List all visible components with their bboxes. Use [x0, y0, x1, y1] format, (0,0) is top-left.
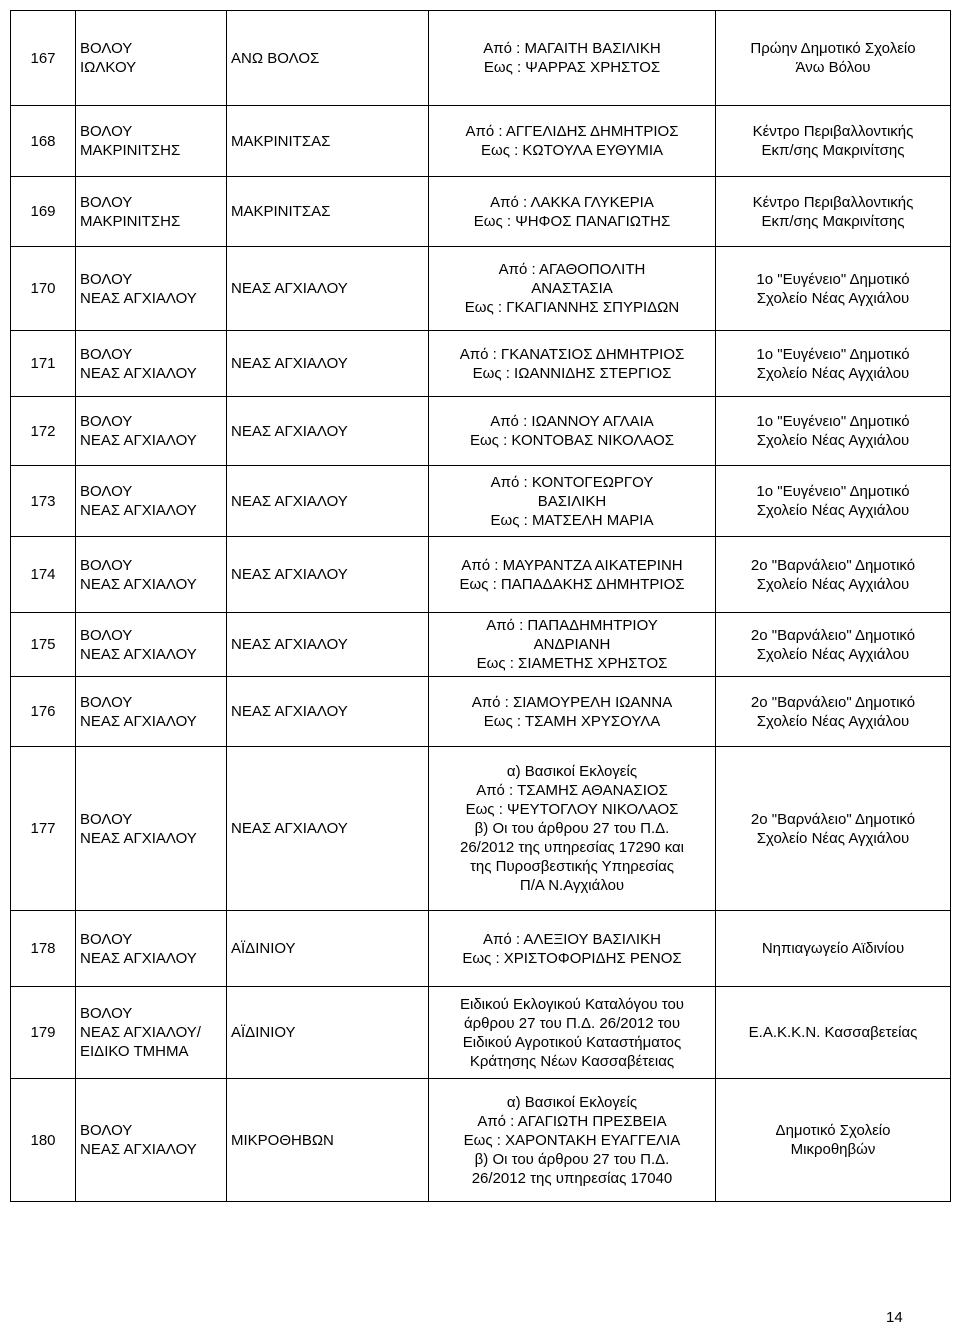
cell-line: 1ο "Ευγένειο" Δημοτικό — [756, 270, 910, 288]
table-row — [11, 397, 951, 466]
voter-range-cell — [429, 1079, 716, 1202]
municipality-cell — [76, 11, 227, 106]
voter-range-cell — [429, 11, 716, 106]
locality-cell: ΜΑΚΡΙΝΙΤΣΑΣ — [227, 106, 429, 177]
cell-line: Εως : ΚΟΝΤΟΒΑΣ ΝΙΚΟΛΑΟΣ — [469, 432, 675, 449]
cell-line: Από : ΑΓΓΕΛΙΔΗΣ ΔΗΜΗΤΡΙΟΣ — [465, 123, 679, 140]
locality-cell: ΝΕΑΣ ΑΓΧΙΑΛΟΥ — [227, 247, 429, 331]
cell-line: Κράτησης Νέων Κασσαβέτειας — [469, 1052, 675, 1070]
cell-line: ΝΕΑΣ ΑΓΧΙΑΛΟΥ — [80, 712, 197, 730]
polling-station-cell — [716, 677, 951, 747]
cell-line: 1ο "Ευγένειο" Δημοτικό — [756, 483, 910, 500]
cell-line: ΒΟΛΟΥ — [80, 193, 133, 211]
polling-station-cell — [716, 987, 951, 1079]
cell-line: ΑΝΑΣΤΑΣΙΑ — [531, 280, 613, 297]
voter-range-cell — [429, 747, 716, 911]
table-row — [11, 177, 951, 247]
cell-line: Πρώην Δημοτικό Σχολείο — [750, 40, 916, 57]
voter-range-cell — [429, 247, 716, 331]
cell-line: ΝΕΑΣ ΑΓΧΙΑΛΟΥ — [80, 502, 197, 519]
cell-line: Από : ΜΑΥΡΑΝΤΖΑ ΑΙΚΑΤΕΡΙΝΗ — [461, 556, 683, 574]
cell-line: ΝΕΑΣ ΑΓΧΙΑΛΟΥ — [80, 575, 197, 593]
row-number-cell: 178 — [11, 911, 76, 987]
cell-line: Εως : ΙΩΑΝΝΙΔΗΣ ΣΤΕΡΓΙΟΣ — [472, 364, 672, 382]
cell-line: ΝΕΑΣ ΑΓΧΙΑΛΟΥ — [80, 829, 197, 847]
polling-station-cell — [716, 247, 951, 331]
polling-station-cell — [716, 466, 951, 537]
cell-line: ΕΙΔΙΚΟ ΤΜΗΜΑ — [80, 1043, 189, 1060]
voter-range-cell — [429, 677, 716, 747]
table-row — [11, 911, 951, 987]
locality-cell: ΝΕΑΣ ΑΓΧΙΑΛΟΥ — [227, 537, 429, 613]
table-row — [11, 987, 951, 1079]
locality-cell: ΝΕΑΣ ΑΓΧΙΑΛΟΥ — [227, 677, 429, 747]
cell-line: Από : ΙΩΑΝΝΟΥ ΑΓΛΑΙΑ — [490, 413, 654, 430]
cell-line: Από : ΜΑΓΑΙΤΗ ΒΑΣΙΛΙΚΗ — [483, 40, 661, 57]
municipality-cell — [76, 613, 227, 677]
cell-line: ΒΟΛΟΥ — [80, 1005, 133, 1022]
cell-line: 2ο "Βαρνάλειο" Δημοτικό — [750, 810, 916, 828]
cell-line: Εκπ/σης Μακρινίτσης — [761, 142, 905, 159]
cell-line: ΑΝΔΡΙΑΝΗ — [533, 636, 611, 653]
table-row — [11, 747, 951, 911]
cell-line: ΒΟΛΟΥ — [80, 1122, 133, 1139]
polling-station-cell — [716, 1079, 951, 1202]
cell-line: ΜΑΚΡΙΝΙΤΣΗΣ — [80, 212, 181, 230]
locality-cell: ΝΕΑΣ ΑΓΧΙΑΛΟΥ — [227, 613, 429, 677]
cell-line: Από : ΑΛΕΞΙΟΥ ΒΑΣΙΛΙΚΗ — [483, 930, 661, 948]
cell-line: ΒΑΣΙΛΙΚΗ — [537, 492, 607, 510]
page-number: 14 — [886, 1309, 903, 1326]
cell-line: ΝΕΑΣ ΑΓΧΙΑΛΟΥ — [80, 432, 197, 449]
cell-line: Κέντρο Περιβαλλοντικής — [752, 123, 914, 140]
cell-line: Από : ΣΙΑΜΟΥΡΕΛΗ ΙΩΑΝΝΑ — [471, 693, 673, 711]
cell-line: Π/Α Ν.Αγχιάλου — [519, 877, 625, 894]
cell-line: ΒΟΛΟΥ — [80, 270, 133, 288]
cell-line: ΒΟΛΟΥ — [80, 810, 133, 828]
row-number-cell: 180 — [11, 1079, 76, 1202]
cell-line: Σχολείο Νέας Αγχιάλου — [756, 289, 910, 307]
cell-line: α) Βασικοί Εκλογείς — [506, 1093, 638, 1111]
municipality-cell — [76, 987, 227, 1079]
polling-station-cell — [716, 911, 951, 987]
table-row — [11, 1079, 951, 1202]
polling-station-cell — [716, 537, 951, 613]
cell-line: Εως : ΓΚΑΓΙΑΝΝΗΣ ΣΠΥΡΙΔΩΝ — [464, 299, 680, 316]
cell-line: Από : ΚΟΝΤΟΓΕΩΡΓΟΥ — [490, 473, 654, 491]
cell-line: 2ο "Βαρνάλειο" Δημοτικό — [750, 556, 916, 574]
table-row — [11, 677, 951, 747]
cell-line: β) Οι του άρθρου 27 του Π.Δ. — [474, 1150, 670, 1168]
cell-line: Σχολείο Νέας Αγχιάλου — [756, 712, 910, 730]
polling-station-cell — [716, 177, 951, 247]
cell-line: 2ο "Βαρνάλειο" Δημοτικό — [750, 693, 916, 711]
table-row — [11, 331, 951, 397]
voter-range-cell — [429, 397, 716, 466]
cell-line: Ειδικού Εκλογικού Καταλόγου του — [460, 995, 684, 1013]
voter-range-cell — [429, 466, 716, 537]
cell-line: 1ο "Ευγένειο" Δημοτικό — [756, 413, 910, 430]
polling-station-cell — [716, 397, 951, 466]
cell-line: ΜΑΚΡΙΝΙΤΣΗΣ — [80, 142, 181, 159]
voter-range-cell — [429, 613, 716, 677]
municipality-cell — [76, 331, 227, 397]
table-row — [11, 247, 951, 331]
cell-line: Σχολείο Νέας Αγχιάλου — [756, 502, 910, 519]
municipality-cell — [76, 466, 227, 537]
municipality-cell — [76, 397, 227, 466]
cell-line: Εως : ΠΑΠΑΔΑΚΗΣ ΔΗΜΗΤΡΙΟΣ — [459, 575, 685, 593]
cell-line: Εκπ/σης Μακρινίτσης — [761, 212, 905, 230]
cell-line: ΝΕΑΣ ΑΓΧΙΑΛΟΥ — [80, 289, 197, 307]
locality-cell: ΜΙΚΡΟΘΗΒΩΝ — [227, 1079, 429, 1202]
municipality-cell — [76, 911, 227, 987]
municipality-cell — [76, 537, 227, 613]
cell-line: α) Βασικοί Εκλογείς — [506, 763, 638, 780]
row-number-cell: 167 — [11, 11, 76, 106]
polling-station-cell — [716, 331, 951, 397]
cell-line: β) Οι του άρθρου 27 του Π.Δ. — [474, 820, 670, 837]
cell-line: της Πυροσβεστικής Υπηρεσίας — [469, 858, 675, 875]
locality-cell: ΜΑΚΡΙΝΙΤΣΑΣ — [227, 177, 429, 247]
polling-station-cell — [716, 613, 951, 677]
row-number-cell: 171 — [11, 331, 76, 397]
row-number-cell: 176 — [11, 677, 76, 747]
locality-cell: ΑΪΔΙΝΙΟΥ — [227, 987, 429, 1079]
locality-cell: ΝΕΑΣ ΑΓΧΙΑΛΟΥ — [227, 331, 429, 397]
cell-line: ΒΟΛΟΥ — [80, 693, 133, 711]
cell-line: ΝΕΑΣ ΑΓΧΙΑΛΟΥ — [80, 364, 197, 382]
cell-line: Από : ΑΓΑΓΙΩΤΗ ΠΡΕΣΒΕΙΑ — [477, 1112, 667, 1130]
table-row — [11, 613, 951, 677]
municipality-cell — [76, 247, 227, 331]
polling-station-cell — [716, 106, 951, 177]
cell-line: ΒΟΛΟΥ — [80, 483, 133, 500]
table-row — [11, 466, 951, 537]
row-number-cell: 179 — [11, 987, 76, 1079]
table-row — [11, 106, 951, 177]
cell-line: Από : ΤΣΑΜΗΣ ΑΘΑΝΑΣΙΟΣ — [476, 782, 668, 799]
cell-line: Από : ΛΑΚΚΑ ΓΛΥΚΕΡΙΑ — [490, 193, 654, 211]
polling-station-cell — [716, 747, 951, 911]
cell-line: ΒΟΛΟΥ — [80, 40, 133, 57]
row-number-cell: 169 — [11, 177, 76, 247]
cell-line: Εως : ΧΑΡΟΝΤΑΚΗ ΕΥΑΓΓΕΛΙΑ — [463, 1131, 681, 1149]
cell-line: ΝΕΑΣ ΑΓΧΙΑΛΟΥ — [80, 645, 197, 663]
polling-station-cell — [716, 11, 951, 106]
cell-line: 26/2012 της υπηρεσίας 17290 και — [459, 839, 685, 856]
cell-line: ΝΕΑΣ ΑΓΧΙΑΛΟΥ — [80, 1141, 197, 1158]
cell-line: Από : ΑΓΑΘΟΠΟΛΙΤΗ — [498, 261, 646, 278]
municipality-cell — [76, 1079, 227, 1202]
row-number-cell: 177 — [11, 747, 76, 911]
row-number-cell: 174 — [11, 537, 76, 613]
row-number-cell: 170 — [11, 247, 76, 331]
cell-line: Εως : ΚΩΤΟΥΛΑ ΕΥΘΥΜΙΑ — [480, 142, 664, 159]
cell-line: Εως : ΣΙΑΜΕΤΗΣ ΧΡΗΣΤΟΣ — [476, 655, 668, 672]
cell-line: Σχολείο Νέας Αγχιάλου — [756, 364, 910, 382]
cell-line: Κέντρο Περιβαλλοντικής — [752, 193, 914, 211]
locality-cell: ΝΕΑΣ ΑΓΧΙΑΛΟΥ — [227, 747, 429, 911]
voter-range-cell — [429, 331, 716, 397]
cell-line: 26/2012 της υπηρεσίας 17040 — [471, 1169, 673, 1187]
cell-line: Εως : ΨΗΦΟΣ ΠΑΝΑΓΙΩΤΗΣ — [473, 212, 671, 230]
cell-line: Εως : ΤΣΑΜΗ ΧΡΥΣΟΥΛΑ — [483, 712, 661, 730]
table-row — [11, 537, 951, 613]
polling-stations-table — [10, 10, 951, 1202]
cell-line: Εως : ΨΑΡΡΑΣ ΧΡΗΣΤΟΣ — [483, 59, 661, 76]
locality-cell: ΝΕΑΣ ΑΓΧΙΑΛΟΥ — [227, 397, 429, 466]
cell-line: Ειδικού Αγροτικού Καταστήματος — [462, 1033, 682, 1051]
cell-line: Μικροθηβών — [790, 1141, 876, 1158]
locality-cell: ΝΕΑΣ ΑΓΧΙΑΛΟΥ — [227, 466, 429, 537]
cell-line: ΒΟΛΟΥ — [80, 626, 133, 644]
cell-line: Εως : ΜΑΤΣΕΛΗ ΜΑΡΙΑ — [490, 511, 654, 529]
cell-line: Εως : ΧΡΙΣΤΟΦΟΡΙΔΗΣ ΡΕΝΟΣ — [462, 949, 682, 967]
cell-line: ΒΟΛΟΥ — [80, 345, 133, 363]
cell-line: Εως : ΨΕΥΤΟΓΛΟΥ ΝΙΚΟΛΑΟΣ — [465, 801, 679, 818]
cell-line: Ε.Α.Κ.Κ.Ν. Κασσαβετείας — [748, 1024, 918, 1041]
row-number-cell: 175 — [11, 613, 76, 677]
cell-line: Σχολείο Νέας Αγχιάλου — [756, 575, 910, 593]
cell-line: 2ο "Βαρνάλειο" Δημοτικό — [750, 626, 916, 644]
cell-line: ΒΟΛΟΥ — [80, 556, 133, 574]
cell-line: ΝΕΑΣ ΑΓΧΙΑΛΟΥ/ — [80, 1024, 201, 1041]
row-number-cell: 173 — [11, 466, 76, 537]
cell-line: 1ο "Ευγένειο" Δημοτικό — [756, 345, 910, 363]
cell-line: άρθρου 27 του Π.Δ. 26/2012 του — [463, 1014, 681, 1032]
cell-line: ΙΩΛΚΟΥ — [80, 59, 137, 76]
municipality-cell — [76, 177, 227, 247]
municipality-cell — [76, 106, 227, 177]
cell-line: ΒΟΛΟΥ — [80, 413, 133, 430]
cell-line: ΒΟΛΟΥ — [80, 930, 133, 948]
cell-line: Σχολείο Νέας Αγχιάλου — [756, 829, 910, 847]
cell-line: Άνω Βόλου — [795, 59, 871, 76]
cell-line: Σχολείο Νέας Αγχιάλου — [756, 432, 910, 449]
voter-range-cell — [429, 177, 716, 247]
row-number-cell: 172 — [11, 397, 76, 466]
municipality-cell — [76, 677, 227, 747]
locality-cell: ΑΝΩ ΒΟΛΟΣ — [227, 11, 429, 106]
voter-range-cell — [429, 911, 716, 987]
cell-line: ΝΕΑΣ ΑΓΧΙΑΛΟΥ — [80, 949, 197, 967]
cell-line: ΒΟΛΟΥ — [80, 123, 133, 140]
cell-line: Δημοτικό Σχολείο — [775, 1122, 891, 1139]
cell-line: Σχολείο Νέας Αγχιάλου — [756, 645, 910, 663]
voter-range-cell — [429, 537, 716, 613]
cell-line: Νηπιαγωγείο Αϊδινίου — [761, 940, 905, 957]
cell-line: Από : ΠΑΠΑΔΗΜΗΤΡΙΟΥ — [486, 617, 658, 634]
municipality-cell — [76, 747, 227, 911]
table-row — [11, 11, 951, 106]
voter-range-cell — [429, 987, 716, 1079]
cell-line: Από : ΓΚΑΝΑΤΣΙΟΣ ΔΗΜΗΤΡΙΟΣ — [459, 345, 685, 363]
locality-cell: ΑΪΔΙΝΙΟΥ — [227, 911, 429, 987]
voter-range-cell — [429, 106, 716, 177]
row-number-cell: 168 — [11, 106, 76, 177]
